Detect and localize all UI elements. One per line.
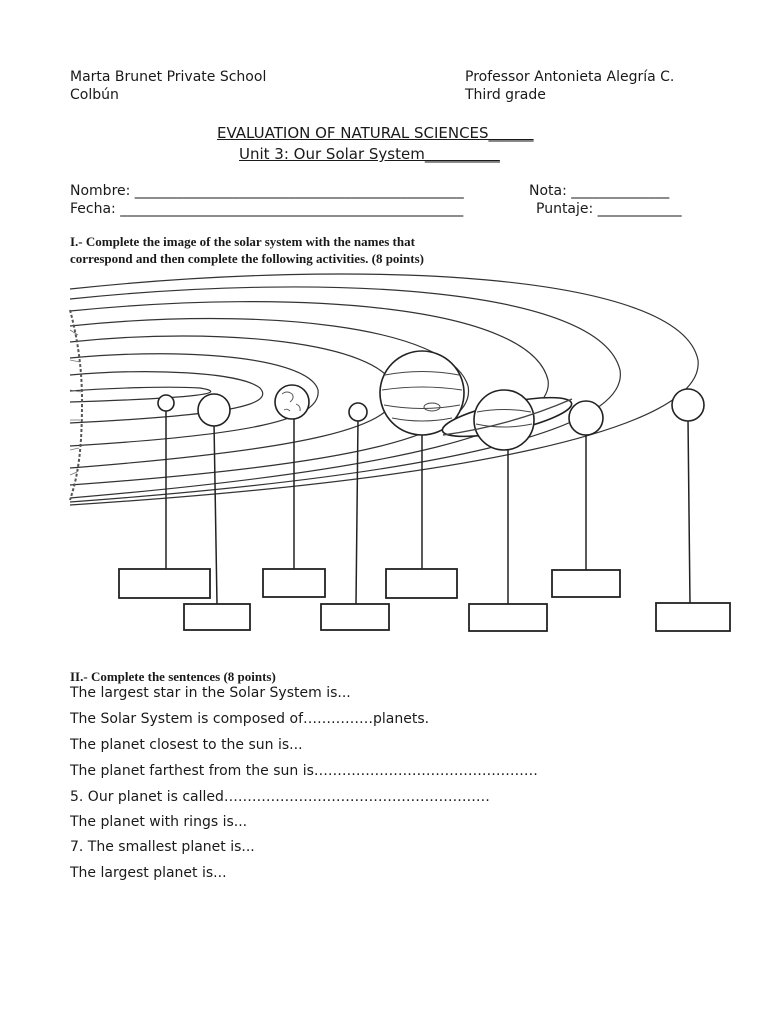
label-box-earth — [263, 569, 325, 597]
evaluation-title: EVALUATION OF NATURAL SCIENCES______ — [217, 124, 534, 142]
uranus — [569, 401, 603, 435]
section2-heading: II.- Complete the sentences (8 points) — [70, 669, 276, 684]
professor-name: Professor Antonieta Alegría C. — [465, 69, 675, 85]
sentence-2: The Solar System is composed of……………planets. — [70, 711, 430, 727]
orbit-4 — [70, 336, 396, 468]
nombre-field[interactable]: Nombre: _______________________________________________ — [70, 183, 464, 199]
sun-shape — [70, 310, 82, 500]
label-box-mercury — [119, 569, 210, 598]
unit-title: Unit 3: Our Solar System__________ — [239, 145, 500, 163]
sentence-8: The largest planet is... — [70, 865, 227, 881]
label-box-mars — [321, 604, 389, 630]
nota-field[interactable]: Nota: ______________ — [529, 183, 670, 199]
puntaje-field[interactable]: Puntaje: ____________ — [536, 201, 682, 217]
section1-instruction-line1: I.- Complete the image of the solar system with the names that — [70, 234, 415, 249]
grade-label: Third grade — [465, 87, 546, 103]
sentence-7: 7. The smallest planet is... — [70, 839, 255, 855]
sentence-5: 5. Our planet is called………………………………………………… — [70, 789, 490, 805]
saturn — [474, 390, 534, 450]
neptune — [672, 389, 704, 421]
mercury — [158, 395, 174, 411]
sentence-3: The planet closest to the sun is... — [70, 737, 303, 753]
orbit-1 — [70, 387, 211, 402]
fecha-field[interactable]: Fecha: _________________________________________________ — [70, 201, 464, 217]
city-name: Colbún — [70, 87, 119, 103]
earth — [275, 385, 309, 419]
venus — [198, 394, 230, 426]
mars — [349, 403, 367, 421]
school-name: Marta Brunet Private School — [70, 69, 267, 85]
sentence-1: The largest star in the Solar System is... — [70, 685, 351, 701]
label-box-venus — [184, 604, 250, 630]
label-box-saturn — [469, 604, 547, 631]
label-box-neptune — [656, 603, 730, 631]
label-box-jupiter — [386, 569, 457, 598]
label-box-uranus — [552, 570, 620, 597]
sentence-4: The planet farthest from the sun is………………………………………… — [70, 763, 538, 779]
orbit-7 — [70, 287, 620, 502]
section1-instruction-line2: correspond and then complete the following activities. (8 points) — [70, 251, 424, 266]
sentence-6: The planet with rings is... — [70, 814, 248, 830]
